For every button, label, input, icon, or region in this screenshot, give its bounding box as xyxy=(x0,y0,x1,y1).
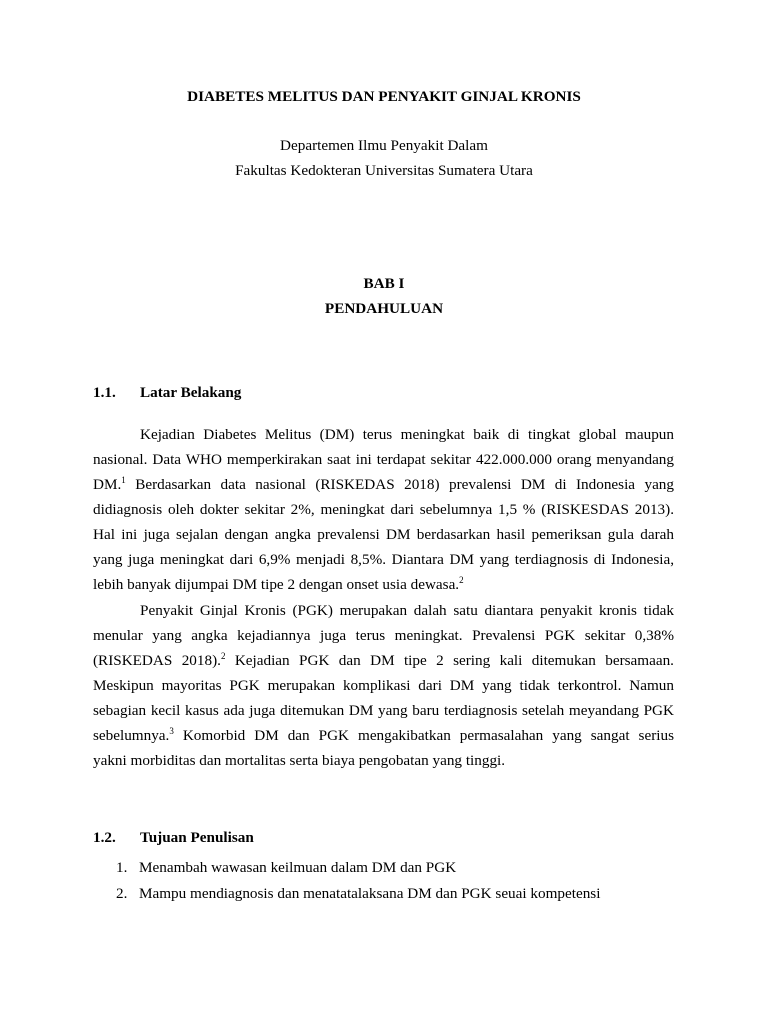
section-title: Tujuan Penulisan xyxy=(140,829,254,846)
section-title: Latar Belakang xyxy=(140,384,242,401)
section-heading-latar-belakang xyxy=(93,384,241,402)
list-item xyxy=(116,885,600,903)
list-number: 2. xyxy=(116,885,128,902)
department-name: Departemen Ilmu Penyakit Dalam xyxy=(280,137,488,154)
paragraph-line: lebih banyak dijumpai DM tipe 2 dengan onset usia dewasa.$^2$ xyxy=(93,575,464,593)
paragraph-line: menular yang angka kejadiannya juga terus meningkat. Prevalensi PGK sekitar 0,38% xyxy=(93,627,674,644)
paragraph-line: sebagian kecil kasus ada juga ditemukan DM yang baru terdiagnosis setelah meyandang PGK xyxy=(93,702,674,719)
paragraph-line: Penyakit Ginjal Kronis (PGK) merupakan dalah satu diantara penyakit kronis tidak xyxy=(140,602,674,619)
footnote-ref: 1 xyxy=(121,475,126,485)
paragraph-line: yakni morbiditas dan mortalitas serta biaya pengobatan yang tinggi. xyxy=(93,752,506,769)
paragraph-line: yang juga meningkat dari 6,9% menjadi 8,5%. Diantara DM yang terdiagnosis di Indonesia, xyxy=(93,551,674,568)
footnote-ref: 3 xyxy=(169,726,174,736)
list-number: 1. xyxy=(116,859,128,876)
paragraph-line: Hal ini juga sejalan dengan angka prevalensi DM berdasarkan hasil pemeriksan gula darah xyxy=(93,526,674,543)
chapter-number: BAB I xyxy=(363,275,405,292)
section-number: 1.2. xyxy=(93,829,116,846)
faculty-name: Fakultas Kedokteran Universitas Sumatera Utara xyxy=(235,162,533,179)
section-number: 1.1. xyxy=(93,384,116,401)
paragraph-line: Kejadian Diabetes Melitus (DM) terus meningkat baik di tingkat global maupun xyxy=(140,426,674,443)
paragraph-line: DM.$^1$ Berdasarkan data nasional (RISKEDAS 2018) prevalensi DM di Indonesia yang xyxy=(93,475,674,493)
document-title: DIABETES MELITUS DAN PENYAKIT GINJAL KRONIS xyxy=(187,88,581,105)
footnote-ref: 2 xyxy=(220,651,226,661)
footnote-ref: 2 xyxy=(459,575,464,585)
paragraph-line: didiagnosis oleh dokter sekitar 2%, meningkat dari sebelumnya 1,5 % (RISKESDAS 2013). xyxy=(93,501,674,518)
paragraph-line: (RISKEDAS 2018).$^2$ Kejadian PGK dan DM tipe 2 sering kali ditemukan bersamaan. xyxy=(93,651,674,669)
paragraph-line: sebelumnya.$^3$ Komorbid DM dan PGK mengakibatkan permasalahan yang sangat serius xyxy=(93,726,674,744)
paragraph-line: nasional. Data WHO memperkirakan saat ini terdapat sekitar 422.000.000 orang menyandang xyxy=(93,451,674,468)
list-text: Menambah wawasan keilmuan dalam DM dan PGK xyxy=(139,859,457,876)
section-heading-tujuan-penulisan xyxy=(93,829,254,847)
paragraph-line: Meskipun mayoritas PGK merupakan komplikasi dari DM yang tidak terkontrol. Namun xyxy=(93,677,674,694)
list-item xyxy=(116,859,456,877)
chapter-title: PENDAHULUAN xyxy=(324,300,444,317)
list-text: Mampu mendiagnosis dan menatatalaksana DM dan PGK seuai kompetensi xyxy=(139,885,601,902)
